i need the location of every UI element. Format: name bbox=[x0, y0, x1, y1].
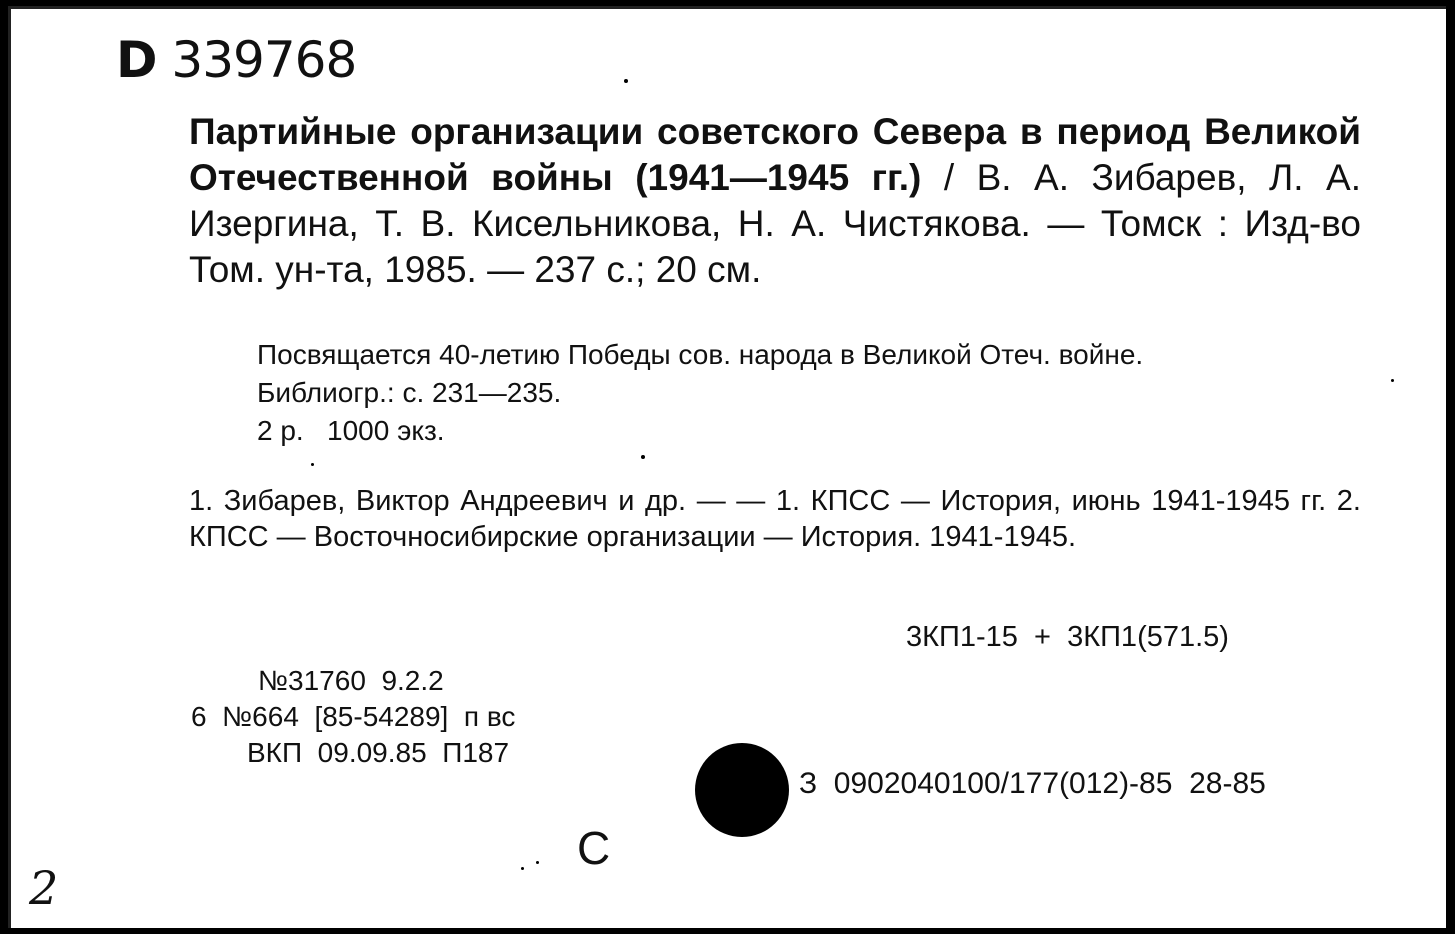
bibliographic-entry bbox=[189, 109, 1361, 293]
inventory-line-2: 6 №664 [85-54289] п вс bbox=[191, 701, 516, 732]
handwritten-mark: 2 bbox=[29, 861, 59, 915]
speck bbox=[641, 455, 645, 459]
index-code: З 0902040100/177(012)-85 28-85 bbox=[799, 767, 1266, 800]
subject-headings: 1. Зибарев, Виктор Андреевич и др. — — 1. КПСС — История, июнь 1941-1945 гг. 2. КПСС — Восточносибирские организации — История. 1941-1945. bbox=[189, 485, 1361, 553]
speck bbox=[536, 861, 539, 864]
call-number-prefix: D bbox=[116, 31, 157, 89]
note-price: 2 р. 1000 экз. bbox=[257, 415, 445, 446]
call-number-value: 339768 bbox=[171, 31, 357, 89]
speck bbox=[1391, 379, 1394, 382]
note-bibliography: Библиогр.: с. 231—235. bbox=[257, 377, 562, 408]
speck bbox=[624, 79, 628, 83]
punch-hole bbox=[695, 743, 789, 837]
letter-mark: С bbox=[577, 822, 611, 874]
title: Партийные организации советского Севера в период Великой Отечественной войны (1941—1945 гг.) bbox=[189, 111, 1361, 198]
authors-publication: / В. А. Зибарев, Л. А. Изергина, Т. В. Кисельникова, Н. А. Чистякова. — Томск : Изд-во Том. ун-та, 1985. — 237 с.; 20 см. bbox=[189, 157, 1361, 290]
classification-code: 3КП1-15 + 3КП1(571.5) bbox=[906, 621, 1229, 653]
catalog-card bbox=[8, 6, 1446, 928]
speck bbox=[521, 867, 524, 870]
note-dedication: Посвящается 40-летию Победы сов. народа в Великой Отеч. войне. bbox=[257, 339, 1144, 370]
call-number bbox=[116, 31, 356, 89]
inventory-line-3: ВКП 09.09.85 П187 bbox=[247, 737, 510, 768]
speck bbox=[311, 463, 314, 466]
inventory-line-1: №31760 9.2.2 bbox=[258, 665, 444, 696]
